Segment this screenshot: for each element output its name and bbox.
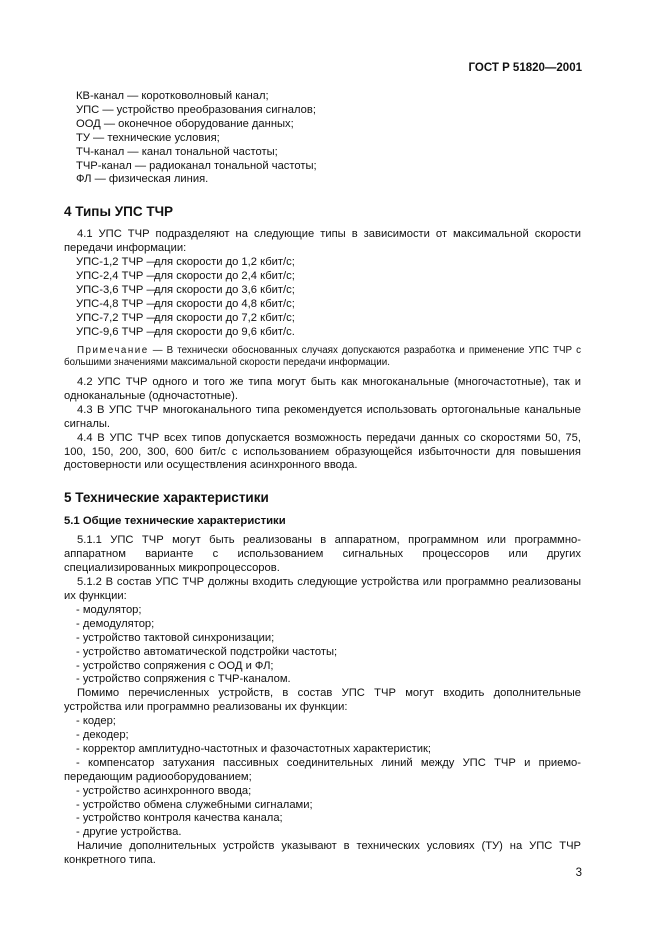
ups-types-list [76, 256, 581, 339]
type-row [76, 312, 581, 326]
paragraph-final: Наличие дополнительных устройств указывают в технических условиях (ТУ) на УПС ТЧР конкретного типа. [64, 840, 581, 867]
type-desc: для скорости до 9,6 кбит/с. [154, 325, 295, 338]
type-name: УПС-2,4 ТЧР — [76, 270, 158, 283]
paragraph-4-3: 4.3 В УПС ТЧР многоканального типа рекомендуется использовать ортогональные канальные сигналы. [64, 403, 581, 430]
list-item: - декодер; [76, 729, 129, 742]
required-devices-list [76, 604, 581, 687]
list-item: - устройство обмена служебными сигналами; [76, 798, 313, 811]
list-item: - устройство сопряжения с ООД и ФЛ; [76, 659, 274, 672]
type-row [76, 284, 581, 298]
abbreviation-list [76, 90, 581, 187]
list-item: - компенсатор затухания пассивных соединительных линий между УПС ТЧР и приемо-передающим радиооборудованием; [64, 756, 581, 783]
type-row [76, 256, 581, 270]
paragraph-5-1-2: 5.1.2 В состав УПС ТЧР должны входить следующие устройства или программно реализованы их функции: [64, 576, 581, 602]
section-5-title: 5 Технические характеристики [64, 490, 269, 506]
optional-devices-list [64, 715, 581, 840]
note-text: — В технически обоснованных случаях допускаются разработка и применение УПС ТЧР с большими значениями максимальной скорости передачи информации. [64, 344, 581, 368]
list-item: - устройство контроля качества канала; [76, 812, 283, 825]
paragraph-additional: Помимо перечисленных устройств, в состав УПС ТЧР могут входить дополнительные устройства или программно реализованы их функции: [64, 687, 581, 714]
type-name: УПС-4,8 ТЧР — [76, 297, 158, 310]
list-item: - демодулятор; [76, 617, 155, 630]
type-name: УПС-3,6 ТЧР — [76, 283, 158, 296]
document-code: ГОСТ Р 51820—2001 [468, 62, 582, 74]
list-item: - модулятор; [76, 603, 142, 616]
page-number: 3 [575, 867, 582, 879]
page-content [64, 90, 581, 868]
type-desc: для скорости до 7,2 кбит/с; [154, 311, 295, 324]
type-name: УПС-1,2 ТЧР — [76, 256, 158, 269]
abbreviation-item: ТЧР-канал — радиоканал тональной частоты; [76, 159, 317, 172]
abbreviation-item: ООД — оконечное оборудование данных; [76, 117, 294, 130]
type-row [76, 298, 581, 312]
paragraph-4-2: 4.2 УПС ТЧР одного и того же типа могут быть как многоканальные (многочастотные), так и одноканальные (одночастотные). [64, 376, 581, 402]
type-row [76, 270, 581, 284]
type-name: УПС-9,6 ТЧР — [76, 325, 158, 338]
type-desc: для скорости до 3,6 кбит/с; [154, 283, 295, 296]
abbreviation-item: КВ-канал — коротковолновый канал; [76, 90, 269, 102]
note-label: Примечание [77, 344, 149, 356]
abbreviation-item: ТЧ-канал — канал тональной частоты; [76, 145, 278, 158]
type-name: УПС-7,2 ТЧР — [76, 311, 158, 324]
section-4-title: 4 Типы УПС ТЧР [64, 204, 174, 220]
list-item: - кодер; [76, 715, 116, 728]
note [64, 345, 581, 369]
abbreviation-item: ФЛ — физическая линия. [76, 173, 209, 186]
list-item: - устройство асинхронного ввода; [76, 784, 252, 797]
abbreviation-item: УПС — устройство преобразования сигналов; [76, 103, 316, 116]
list-item: - устройство автоматической подстройки частоты; [76, 645, 338, 658]
list-item: - устройство тактовой синхронизации; [76, 631, 275, 644]
type-desc: для скорости до 4,8 кбит/с; [154, 297, 295, 310]
paragraph-5-1-1: 5.1.1 УПС ТЧР могут быть реализованы в аппаратном, программном или программно-аппаратном варианте с использованием сигнальных процессоров или других специализированных микропроцессоров. [64, 534, 581, 575]
abbreviation-item: ТУ — технические условия; [76, 131, 220, 144]
paragraph-4-1: 4.1 УПС ТЧР подразделяют на следующие типы в зависимости от максимальной скорости передачи информации: [64, 228, 581, 255]
type-desc: для скорости до 1,2 кбит/с; [154, 256, 295, 269]
type-desc: для скорости до 2,4 кбит/с; [154, 270, 295, 283]
list-item: - другие устройства. [76, 826, 182, 839]
paragraph-4-4: 4.4 В УПС ТЧР всех типов допускается возможность передачи данных со скоростями 50, 75, 100, 150, 200, 300, 600 бит/с с использованием образующейся избыточности для повышения достоверности или осуществления асинхронного ввода. [64, 431, 581, 472]
list-item: - корректор амплитудно-частотных и фазочастотных характеристик; [76, 742, 431, 755]
list-item: - устройство сопряжения с ТЧР-каналом. [76, 673, 291, 686]
type-row [76, 326, 581, 340]
subsection-5-1-title: 5.1 Общие технические характеристики [64, 515, 286, 528]
